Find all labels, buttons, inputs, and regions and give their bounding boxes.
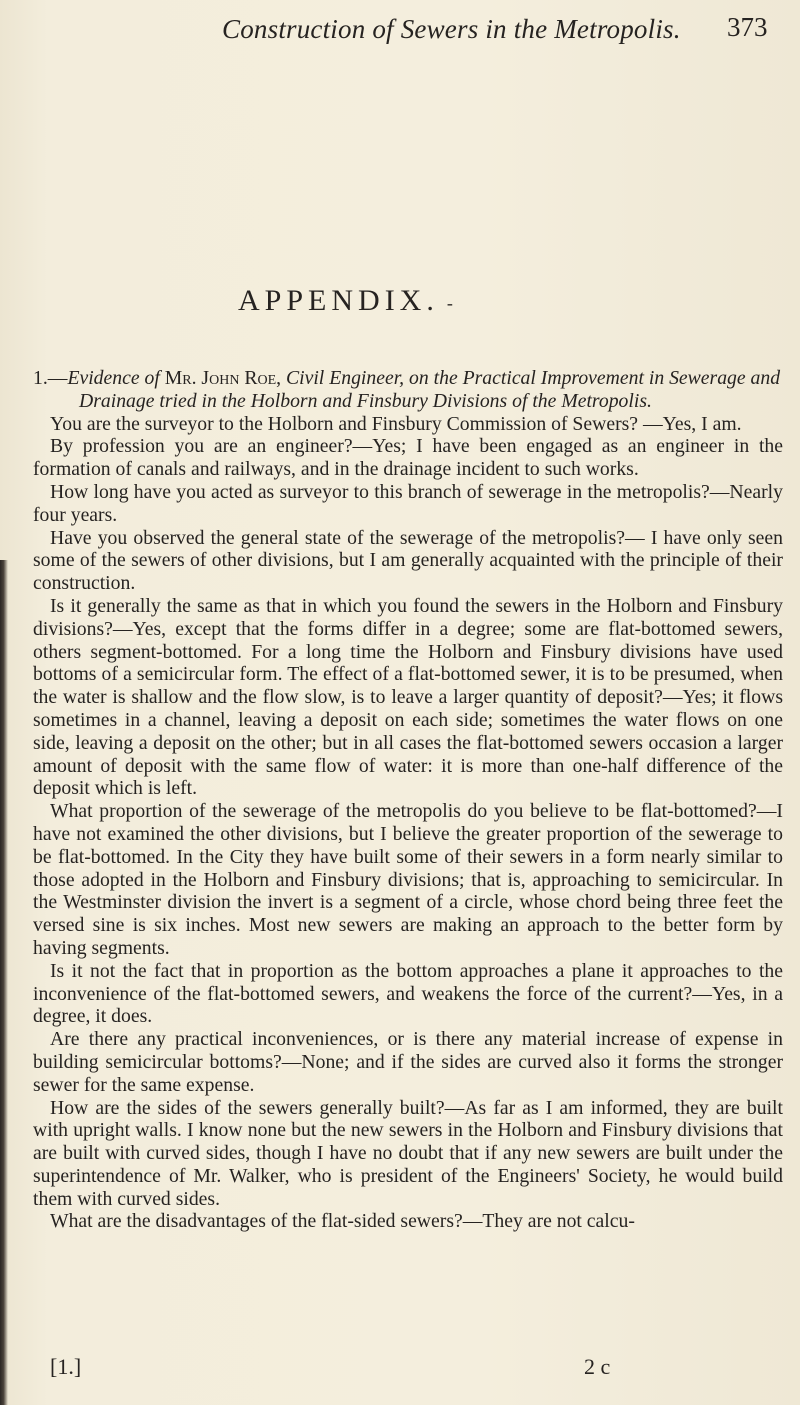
paragraph: How long have you acted as surveyor to this branch of sewerage in the metropolis?—Nearly four years.: [33, 480, 783, 526]
running-head: Construction of Sewers in the Metropolis.: [222, 14, 681, 44]
paragraph: What are the disadvantages of the flat-sided sewers?—They are not calcu-: [50, 1210, 635, 1233]
paragraph: How are the sides of the sewers generally built?—As far as I am informed, they are built with upright walls. I know none but the new sewers in the Holborn and Finsbury divisions that are built with curved sides, though I have no doubt that if any new sewers are built under the superintendence of Mr. Walker, who is president of the Engineers' Society, he would build them with curved sides.: [33, 1096, 783, 1210]
sheet-mark: 2 c: [584, 1354, 611, 1379]
appendix-heading-text: APPENDIX.: [238, 284, 439, 317]
paragraph: Have you observed the general state of the sewerage of the metropolis?— I have only seen some of the sewers of other divisions, but I am generally acquainted with the principle of their construction.: [33, 526, 783, 595]
signature-mark: [1.]: [50, 1354, 82, 1379]
page-number: 373: [727, 12, 768, 42]
heading-mark: -: [446, 292, 453, 313]
page-body: [33, 367, 783, 1233]
paragraph: What proportion of the sewerage of the metropolis do you believe to be flat-bottomed?—I have not examined the other divisions, but I believe the greater proportion of the sewerage to be flat-bottomed. In the City they have built some of their sewers in a form nearly similar to those adopted in the Holborn and Finsbury divisions; that is, approaching to semicircular. In the Westminster division the invert is a segment of a circle, whose chord being three feet the versed sine is six inches. Most new sewers are making an approach to the better form by having segments.: [33, 800, 783, 959]
page-binding-shadow: [0, 560, 8, 1405]
witness-name: Mr. John Roe,: [164, 367, 282, 389]
section-number: 1.—: [33, 367, 68, 389]
section-suffix: Civil Engineer, on the Practical Improvement in Sewerage and Drainage tried in the Holborn and Finsbury Divisions of the Metropolis.: [79, 367, 781, 412]
paragraph: Are there any practical inconveniences, or is there any material increase of expense in building semicircular bottoms?—None; and if the sides are curved also it forms the stronger sewer for the same expense.: [33, 1028, 783, 1096]
paragraph: By profession you are an engineer?—Yes; I have been engaged as an engineer in the formation of canals and railways, and in the drainage incident to such works.: [33, 435, 783, 481]
paragraph: Is it not the fact that in proportion as the bottom approaches a plane it approaches to the inconvenience of the flat-bottomed sewers, and weakens the force of the current?—Yes, in a degree, it does.: [33, 959, 783, 1028]
paragraph: You are the surveyor to the Holborn and Finsbury Commission of Sewers? —Yes, I am.: [50, 412, 742, 435]
appendix-heading: [238, 284, 453, 318]
paragraph: Is it generally the same as that in which you found the sewers in the Holborn and Finsbury divisions?—Yes, except that the forms differ in a degree; some are flat-bottomed sewers, others segment-bottomed. For a long time the Holborn and Finsbury divisions have used bottoms of a semicircular form. The effect of a flat-bottomed sewer, it is to be presumed, when the water is shallow and the flow slow, is to leave a larger quantity of deposit?—Yes; it flows sometimes in a channel, leaving a deposit on each side; sometimes the water flows on one side, leaving a deposit on the other; but in all cases the flat-bottomed sewers occasion a larger amount of deposit with the same flow of water: it is more than one-half difference of the deposit which is left.: [33, 594, 783, 800]
section-title: [33, 367, 783, 413]
section-prefix: Evidence of: [67, 367, 160, 389]
